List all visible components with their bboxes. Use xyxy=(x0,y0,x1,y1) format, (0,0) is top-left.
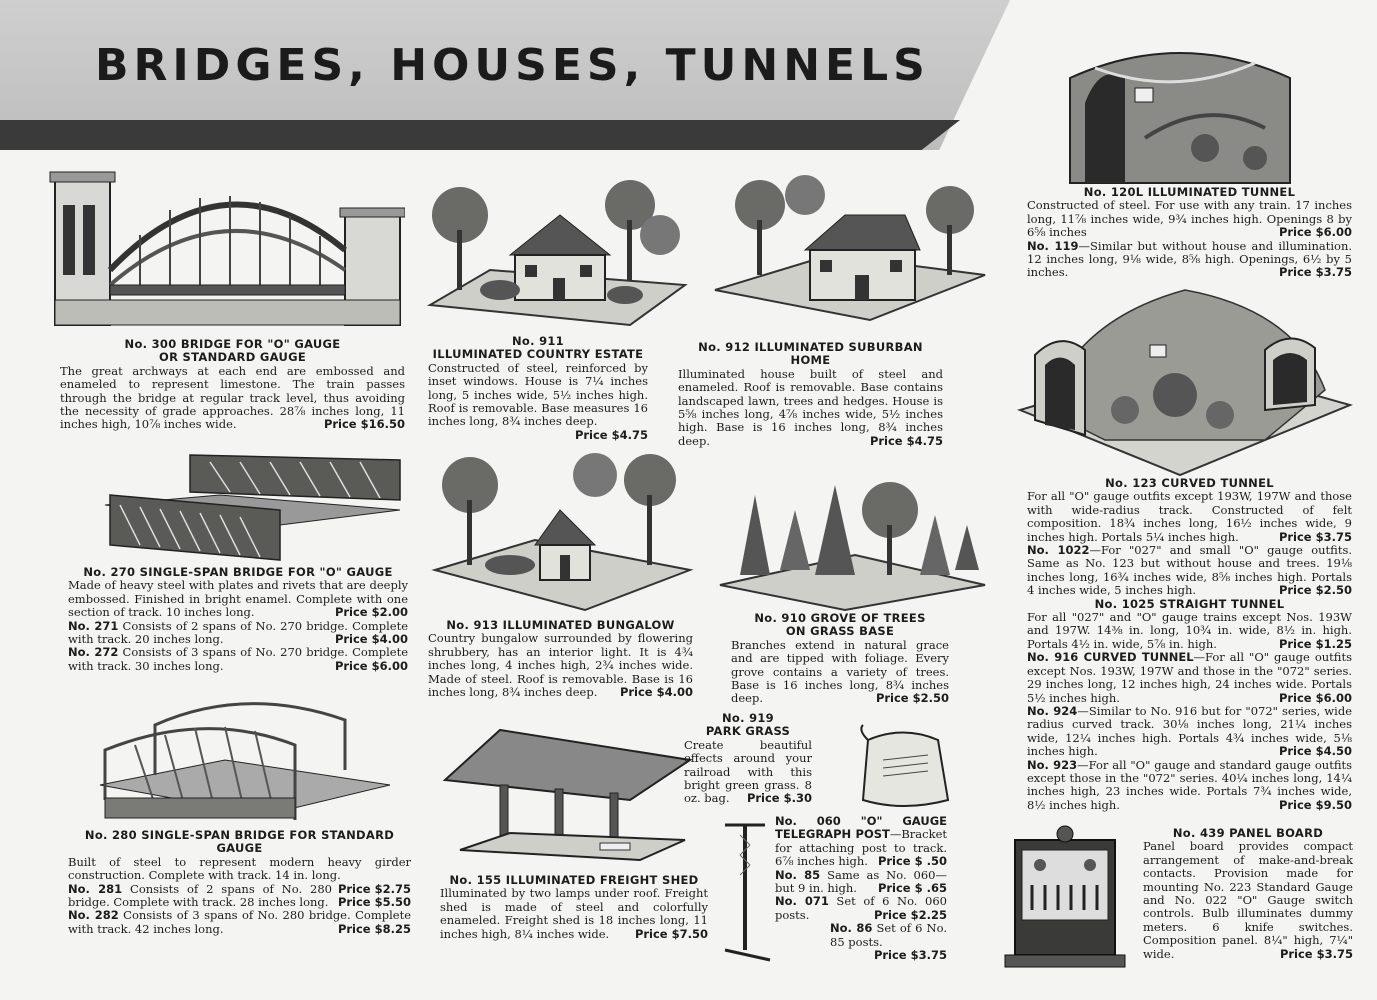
item-description: Country bungalow surrounded by flowering shrubbery, has an interior light. It is 4¾ inches long, 4 inches high, 2¾ inches wide. Made of steel. Roof is removable. Base is 16 inches long, 8¾ inches deep. xyxy=(428,631,693,700)
panel-board-439-illustration xyxy=(1000,820,1130,970)
item-price: Price $2.00 xyxy=(334,605,408,620)
item-910-grove xyxy=(731,612,949,706)
item-description: Illuminated by two lamps under roof. Freight shed is made of steel and colorfully enameled. Freight shed is 18 inches long, 11 inches high, 8¼ inches wide. xyxy=(440,886,708,941)
item-439-panel-board xyxy=(1143,827,1353,961)
item-price: Price $2.75 xyxy=(337,881,411,896)
item-title: No. 280 SINGLE-SPAN BRIDGE FOR STANDARD GAUGE xyxy=(84,828,395,856)
item-number: No. 281 xyxy=(68,881,123,896)
item-price: Price $4.75 xyxy=(869,433,943,448)
item-title: No. 155 ILLUMINATED FREIGHT SHED xyxy=(449,873,699,887)
item-price: Price $4.00 xyxy=(619,685,693,700)
item-title: No. 910 GROVE OF TREES xyxy=(754,611,926,625)
item-060-telegraph-post xyxy=(775,815,947,962)
item-title: No. 270 SINGLE-SPAN BRIDGE FOR "O" GAUGE xyxy=(83,565,393,579)
item-123-tunnel xyxy=(1027,477,1352,812)
item-description: The great archways at each end are embossed and enameled to represent limestone. The train passes through the bridge at regular track level, thus avoiding the necessity of grade approaches. 28⅞ inches long, 11 inches high, 10⅞ inches wide. xyxy=(60,363,405,432)
item-number: No. 916 CURVED TUNNEL xyxy=(1027,650,1194,665)
item-price: Price $6.00 xyxy=(1278,225,1352,240)
item-price: Price $ .65 xyxy=(877,881,947,896)
item-number: No. 119 xyxy=(1027,238,1079,253)
item-description: —Similar to No. 916 but for "072" series, wide radius curved track. 30⅛ inches long, 21¼ inches wide, 12¼ inches high. Portals 4¾ inches wide, 5⅛ inches high. xyxy=(1027,703,1352,759)
item-description: Constructed of steel. For use with any train. 17 inches long, 11⅞ inches wide, 9¾ inches high. Openings 8 by 6⅝ inches xyxy=(1027,198,1352,240)
item-title: No. 912 ILLUMINATED SUBURBAN HOME xyxy=(698,340,923,368)
item-913-bungalow xyxy=(428,619,693,699)
item-description: Set of 6 No. 85 posts. xyxy=(830,921,947,949)
item-description: Consists of 3 spans of No. 280 bridge. Complete with track. 42 inches long. xyxy=(68,908,411,936)
item-price: Price $5.50 xyxy=(337,895,411,910)
item-912-home xyxy=(678,341,943,448)
item-description: Branches extend in natural grace and are tipped with foliage. Every grove contains a variety of trees. Base is 16 inches long, 8¾ inches deep. xyxy=(731,637,949,706)
grove-910-illustration xyxy=(715,455,990,615)
item-number: No. 85 xyxy=(775,867,821,882)
item-price: Price $7.50 xyxy=(634,926,708,941)
item-title: No. 120L ILLUMINATED TUNNEL xyxy=(1083,185,1296,199)
item-price: Price $8.25 xyxy=(337,921,411,936)
item-number: No. 282 xyxy=(68,908,119,923)
item-description: Constructed of steel, reinforced by inset windows. House is 7¼ inches long, 5 inches wide, 5½ inches high. Roof is removable. Base measures 16 inches long, 8¾ inches deep. xyxy=(428,360,648,429)
item-title: No. 1025 STRAIGHT TUNNEL xyxy=(1094,596,1285,611)
item-number: No. 271 xyxy=(68,618,119,633)
grass-bag-919-illustration xyxy=(848,720,958,810)
item-price: Price $ .50 xyxy=(877,854,947,869)
item-price: Price $2.50 xyxy=(875,691,949,706)
item-price: Price $.30 xyxy=(746,791,812,806)
item-price: Price $3.75 xyxy=(1278,529,1352,544)
bungalow-913-illustration xyxy=(425,440,695,620)
item-title: No. 060 "O" GAUGE TELEGRAPH POST xyxy=(775,814,947,842)
item-number: No. 071 xyxy=(775,894,829,909)
country-estate-911-illustration xyxy=(420,160,690,335)
item-description: —For all "O" gauge outfits except Nos. 193W, 197W and those in the "072" series. 29 inches long, 12 inches high, 24 inches wide. Portals 5½ inches high. xyxy=(1027,650,1352,705)
item-price: Price $3.75 xyxy=(1279,946,1353,961)
item-price: Price $4.00 xyxy=(334,632,408,647)
item-description: Same as No. 060—but 9 in. high. xyxy=(775,867,948,896)
item-description: Built of steel to represent modern heavy girder construction. Complete with track. 14 in. long. xyxy=(68,854,411,883)
item-number: No. 923 xyxy=(1027,757,1078,772)
item-price: Price $2.25 xyxy=(873,907,947,922)
item-270-bridge xyxy=(68,566,408,673)
item-120l-tunnel xyxy=(1027,186,1352,280)
item-title: No. 123 CURVED TUNNEL xyxy=(1105,476,1274,490)
tunnel-120l-illustration xyxy=(1055,38,1305,188)
item-price: Price $4.75 xyxy=(574,427,648,442)
page-title: BRIDGES, HOUSES, TUNNELS xyxy=(95,40,930,91)
item-description: For all "O" gauge outfits except 193W, 197W and those with wide-radius track. Constructed of felt composition. 18¾ inches long, 16½ inches wide, 9 inches high. Portals 5¼ inches high. xyxy=(1027,489,1352,544)
item-description: Made of heavy steel with plates and rivets that are deeply embossed. Finished in bright enamel. Complete with one section of track. 10 inches long. xyxy=(68,578,408,620)
item-title: No. 300 BRIDGE FOR "O" GAUGE xyxy=(124,337,341,351)
item-title: No. 911 xyxy=(511,334,564,348)
item-280-bridge xyxy=(68,829,411,936)
item-price: Price $9.50 xyxy=(1278,797,1352,812)
item-title: ON GRASS BASE xyxy=(785,624,895,639)
item-919-grass xyxy=(684,712,812,806)
item-price: Price $3.75 xyxy=(1278,265,1352,280)
item-description: Consists of 2 spans of No. 270 bridge. Complete with track. 20 inches long. xyxy=(68,618,408,647)
item-price: Price $4.50 xyxy=(1278,744,1352,759)
item-price: Price $3.75 xyxy=(873,948,947,963)
item-title: No. 439 PANEL BOARD xyxy=(1172,826,1324,840)
item-description: Consists of 2 spans of No. 280 bridge. Complete with track. 28 inches long. xyxy=(68,881,332,910)
item-description: Create beautiful effects around your railroad with this bright green grass. 8 oz. bag. xyxy=(684,737,812,806)
item-price: Price $16.50 xyxy=(323,417,405,432)
item-number: No. 272 xyxy=(68,645,119,660)
item-number: No. 924 xyxy=(1027,703,1078,718)
item-number: No. 1022 xyxy=(1027,543,1090,558)
item-description: Illuminated house built of steel and enameled. Roof is removable. Base contains landscaped lawn, trees and hedges. House is 5⅝ inches long, 4⅞ inches wide, 5½ inches high. Base is 16 inches long, 8¾ inches deep. xyxy=(678,366,943,448)
item-title: No. 919 xyxy=(721,711,774,725)
item-description: Consists of 3 spans of No. 270 bridge. Complete with track. 30 inches long. xyxy=(68,645,408,673)
banner-shadow xyxy=(0,120,960,150)
item-description: —Bracket for attaching post to track. 6⅞ inches high. xyxy=(775,827,947,869)
item-description: Panel board provides compact arrangement of make-and-break contacts. Provision made for mounting No. 223 Standard Gauge and No. 022 "O" Gauge switch controls. Bulb illuminates dummy meters. 6 knife switches. Composition panel. 8¼" high, 7¼" wide. xyxy=(1143,839,1353,961)
item-title: OR STANDARD GAUGE xyxy=(159,350,306,365)
item-description: Set of 6 No. 060 posts. xyxy=(775,894,947,922)
item-title: PARK GRASS xyxy=(705,724,791,739)
item-number: No. 86 xyxy=(830,921,873,936)
item-price: Price $2.50 xyxy=(1278,583,1352,598)
item-155-freight-shed xyxy=(440,874,708,941)
suburban-home-912-illustration xyxy=(710,160,990,325)
bridge-300-illustration xyxy=(45,160,405,330)
item-description: For all "027" and "O" gauge trains except Nos. 193W and 197W. 14⅜ in. long, 10¾ in. wide, 8½ in. high. Portals 4½ in. wide, 5⅞ in. high. xyxy=(1027,610,1352,651)
tunnel-123-illustration xyxy=(1015,280,1355,480)
item-911-estate xyxy=(428,335,648,442)
item-price: Price $6.00 xyxy=(334,658,408,673)
item-300-bridge xyxy=(60,338,405,432)
telegraph-post-illustration xyxy=(715,815,775,965)
item-description: —For "027" and small "O" gauge outfits. Same as No. 123 but without house and trees. 19⅛ inches long, 16¾ inches wide, 8⅝ inches high. Portals 4 inches wide, 5 inches high. xyxy=(1027,543,1352,598)
bridge-270-illustration xyxy=(100,450,405,565)
bridge-280-illustration xyxy=(95,690,395,835)
freight-shed-155-illustration xyxy=(440,725,695,870)
item-title: ILLUMINATED COUNTRY ESTATE xyxy=(432,347,644,362)
item-description: —For all "O" gauge and standard gauge outfits except those in the "072" series. 40¼ inches long, 14¼ inches high, 23 inches wide. Portals 7¾ inches wide, 8½ inches high. xyxy=(1027,757,1353,812)
item-price: Price $6.00 xyxy=(1278,690,1352,705)
item-title: No. 913 ILLUMINATED BUNGALOW xyxy=(446,618,675,632)
item-price: Price $1.25 xyxy=(1278,636,1352,651)
item-description: —Similar but without house and illumination. 12 inches long, 9⅛ wide, 8⅝ high. Openings, 6½ by 5 inches. xyxy=(1027,238,1353,280)
